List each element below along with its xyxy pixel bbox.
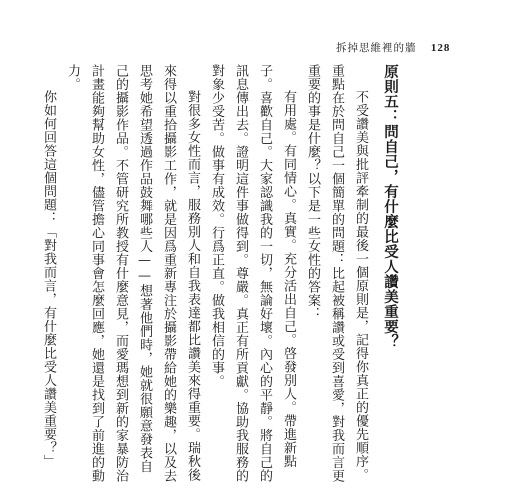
section-title: 原則五：問自己，有什麼比受人讚美重要？	[382, 64, 398, 349]
book-title: 拆掉思維裡的牆	[336, 42, 417, 54]
paragraph-2: 有用處。有同情心。真實。充分活出自己。啓發別人。帶進新點子。喜歡自己。大家認識我的一切，無論好壞。內心的平靜。將自己的訊息傳出去。證明這件事做得到。尊嚴。真正有所貢獻。協助我服務的對象少受苦。做事有成效。行爲正直。做我相信的事。	[209, 64, 296, 483]
paragraph-3: 對很多女性而言，服務別人和自我表達都比讚美來得重要。瑞秋後來得以重拾攝影工作，就是因爲重新專注於攝影帶給她的樂趣，以及去思考她希望透過作品鼓舞哪些人——想著他們時，她就很願意發表自己的攝影作品。不管研究所教授有什麼意見，而愛瑪想到新的家暴防治計畫能夠幫助女性，儘管擔心同事會怎麼回應，她還是找到了前進的動力。	[65, 64, 200, 483]
running-header	[336, 40, 450, 55]
vertical-text-body	[36, 64, 402, 484]
paragraph-4: 你如何回答這個問題：「對我而言，有什麼比受人讚美重要？」	[41, 90, 56, 468]
page-number: 128	[430, 42, 451, 54]
paragraph-1: 不受讚美與批評牽制的最後一個原則是，記得你真正的優先順序。重點在於問自己一個簡單的問題：比起被稱讚或受到喜愛，對我而言更重要的事是什麼？以下是一些女性的答案：	[305, 64, 368, 483]
